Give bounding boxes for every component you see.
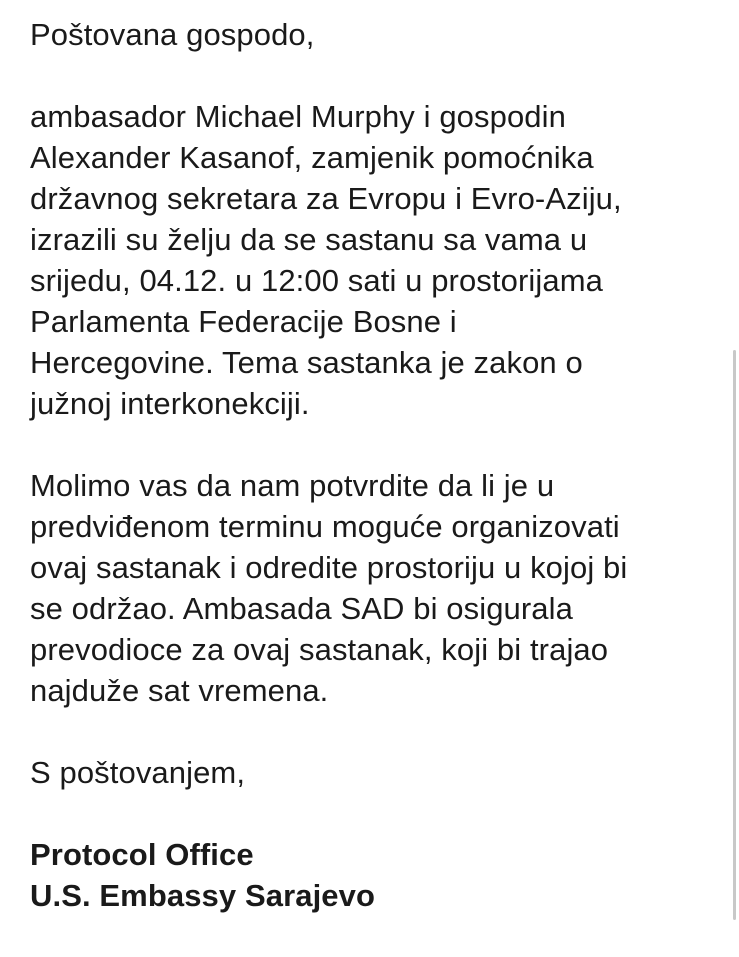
text-line: Parlamenta Federacije Bosne i	[30, 304, 457, 339]
text-line: srijedu, 04.12. u 12:00 sati u prostorijama	[30, 263, 603, 298]
text-line: izrazili su želju da se sastanu sa vama u	[30, 222, 588, 257]
text-line: ambasador Michael Murphy i gospodin	[30, 99, 566, 134]
text-line: državnog sekretara za Evropu i Evro-Aziju,	[30, 181, 622, 216]
signature-block	[30, 834, 730, 916]
greeting	[30, 14, 730, 55]
text-line: Alexander Kasanof, zamjenik pomoćnika	[30, 140, 594, 175]
greeting-line: Poštovana gospodo,	[30, 17, 315, 52]
text-line: se održao. Ambasada SAD bi osigurala	[30, 591, 573, 626]
text-line: prevodioce za ovaj sastanak, koji bi trajao	[30, 632, 609, 667]
paragraph-meeting-request	[30, 96, 730, 424]
closing	[30, 752, 730, 793]
closing-line: S poštovanjem,	[30, 755, 246, 790]
text-line: najduže sat vremena.	[30, 673, 329, 708]
signature-embassy: U.S. Embassy Sarajevo	[30, 878, 376, 913]
text-line: predviđenom terminu moguće organizovati	[30, 509, 620, 544]
vertical-scrollbar[interactable]	[733, 350, 736, 920]
paragraph-confirmation	[30, 465, 730, 711]
text-line: južnoj interkonekciji.	[30, 386, 310, 421]
text-line: Hercegovine. Tema sastanka je zakon o	[30, 345, 583, 380]
email-body	[30, 14, 730, 957]
text-line: ovaj sastanak i odredite prostoriju u kojoj bi	[30, 550, 628, 585]
text-line: Molimo vas da nam potvrdite da li je u	[30, 468, 555, 503]
signature-office: Protocol Office	[30, 837, 254, 872]
